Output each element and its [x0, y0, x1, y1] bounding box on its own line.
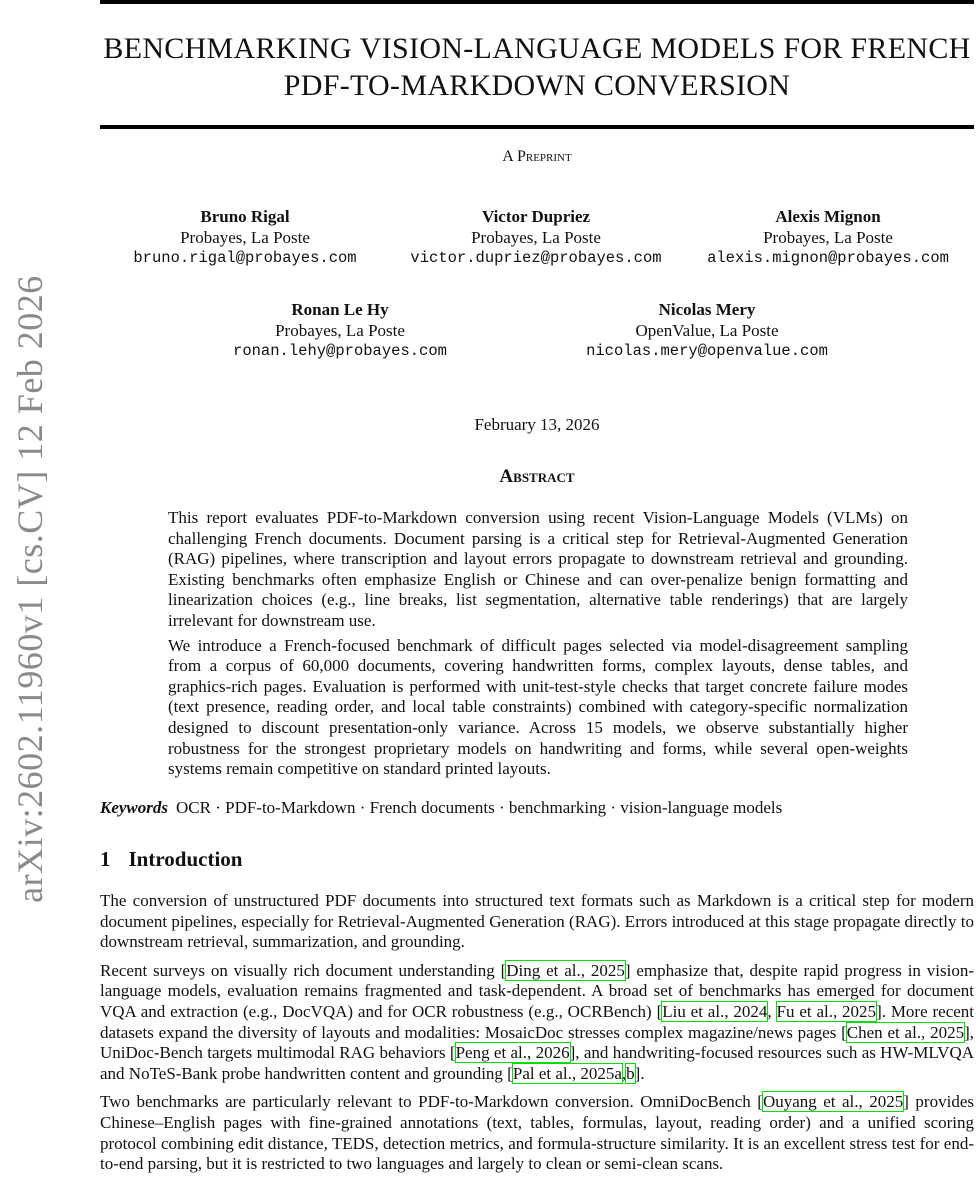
author-block [562, 300, 852, 362]
author-affiliation: Probayes, La Poste [763, 227, 893, 247]
title-word: VISION [359, 32, 464, 65]
keywords-line [100, 798, 974, 818]
intro-paragraph: The conversion of unstructured PDF documents into structured text formats such as Markdown is a critical step for modern document pipelines, especially for Retrieval-Augmented Generation (RAG). Errors introduced at this stage propagate directly to downstream retrieval, summarization, and grounding. [100, 891, 974, 952]
title-line-1 [100, 30, 974, 67]
title-word: -LANGUAGE [463, 32, 651, 65]
citation-link[interactable]: Fu et al., 2025 [776, 1001, 877, 1021]
keywords-label: Keywords [100, 798, 168, 817]
citation-link[interactable]: Chen et al., 2025 [846, 1022, 965, 1042]
title-line-2 [100, 67, 974, 104]
section-number: 1 [100, 847, 111, 871]
author-block [205, 300, 475, 362]
author-name: Ronan Le Hy [291, 300, 389, 319]
title-top-rule [100, 0, 974, 4]
intro-body [100, 891, 974, 1183]
citation-link[interactable]: b [626, 1063, 635, 1083]
publication-date: February 13, 2026 [474, 415, 600, 434]
section-title: Introduction [128, 847, 243, 871]
abstract [168, 508, 908, 784]
author-name: Bruno Rigal [200, 207, 290, 226]
title-word: CONVERSION [593, 69, 791, 102]
author-email: victor.dupriez@probayes.com [410, 249, 662, 267]
author-block [100, 207, 390, 269]
author-affiliation: OpenValue, La Poste [635, 320, 779, 340]
author-block [390, 207, 682, 269]
preprint-label: A Preprint [502, 148, 572, 165]
intro-paragraph: Recent surveys on visually rich document understanding [Ding et al., 2025] emphasize that, despite rapid progress in vision-language models, evaluation remains fragmented and task-dependent. A broad set of benchmarks has emerged for document VQA and extraction (e.g., DocVQA) and for OCR robustness (e.g., OCRBench) [Liu et al., 2024, Fu et al., 2025]. More recent datasets expand the diversity of layouts and modalities: MosaicDoc stresses complex magazine/news pages [Chen et al., 2025], UniDoc-Bench targets multimodal RAG behaviors [Peng et al., 2026], and handwriting-focused resources such as HW-MLVQA and NoTeS-Bank probe handwritten content and grounding [Pal et al., 2025a,b]. [100, 960, 975, 1083]
title-word: MARKDOWN [400, 69, 594, 102]
author-affiliation: Probayes, La Poste [180, 227, 310, 247]
title-word: FRENCH [850, 32, 971, 65]
title-word: BENCHMARKING [103, 32, 360, 65]
title-word: PDF-TO- [283, 69, 401, 102]
intro-paragraph: Two benchmarks are particularly relevant to PDF-to-Markdown conversion. OmniDocBench [Ouyang et al., 2025] provides Chinese–English pages with fine-grained annotations (text, tables, formulas, layout, reading order) and a unified scoring protocol combining edit distance, TEDS, detection metrics, and formula-structure similarity. It is an excellent stress test for end-to-end parsing, but it is restricted to two languages and largely to clean or semi-clean scans. [100, 1092, 974, 1174]
author-email: alexis.mignon@probayes.com [707, 249, 949, 267]
section-heading [100, 847, 242, 872]
author-email: ronan.lehy@probayes.com [233, 342, 447, 360]
citation-link[interactable]: Peng et al., 2026 [455, 1043, 570, 1063]
abstract-heading: Abstract [499, 466, 575, 487]
title-word: MODELS FOR [650, 32, 851, 65]
paper-title [100, 30, 974, 104]
author-name: Alexis Mignon [775, 207, 881, 226]
citation-link[interactable]: Ding et al., 2025 [506, 960, 625, 980]
author-email: nicolas.mery@openvalue.com [586, 342, 828, 360]
author-affiliation: Probayes, La Poste [471, 227, 601, 247]
arxiv-identifier: arXiv:2602.11960v1 [cs.CV] 12 Feb 2026 [10, 275, 50, 903]
abstract-paragraph: This report evaluates PDF-to-Markdown conversion using recent Vision-Language Models (VLMs) on challenging French documents. Document parsing is a critical step for Retrieval-Augmented Generation (RAG) pipelines, where transcription and layout errors propagate to downstream retrieval and grounding. Existing benchmarks often emphasize English or Chinese and can over-penalize benign formatting and linearization choices (e.g., line breaks, list segmentation, alternative table renderings) that are largely irrelevant for downstream use. [168, 508, 908, 630]
author-affiliation: Probayes, La Poste [275, 320, 405, 340]
author-name: Victor Dupriez [481, 207, 591, 226]
author-name: Nicolas Mery [658, 300, 756, 319]
keywords-list: OCR · PDF-to-Markdown · French documents · benchmarking · vision-language models [176, 798, 783, 817]
citation-link[interactable]: Liu et al., 2024 [662, 1001, 768, 1021]
author-block [682, 207, 974, 269]
author-email: bruno.rigal@probayes.com [133, 249, 357, 267]
citation-link[interactable]: Pal et al., 2025a [512, 1063, 622, 1083]
title-bottom-rule [100, 125, 974, 129]
citation-link[interactable]: Ouyang et al., 2025 [762, 1092, 904, 1112]
abstract-paragraph: We introduce a French-focused benchmark of difficult pages selected via model-disagreement sampling from a corpus of 60,000 documents, covering handwritten forms, complex layouts, dense tables, and graphics-rich pages. Evaluation is performed with unit-test-style checks that target concrete failure modes (text presence, reading order, and local table constraints) combined with category-specific normalization designed to discount presentation-only variance. Across 15 models, we observe substantially higher robustness for the strongest proprietary models on handwriting and forms, while several open-weights systems remain competitive on standard printed layouts. [168, 635, 908, 779]
